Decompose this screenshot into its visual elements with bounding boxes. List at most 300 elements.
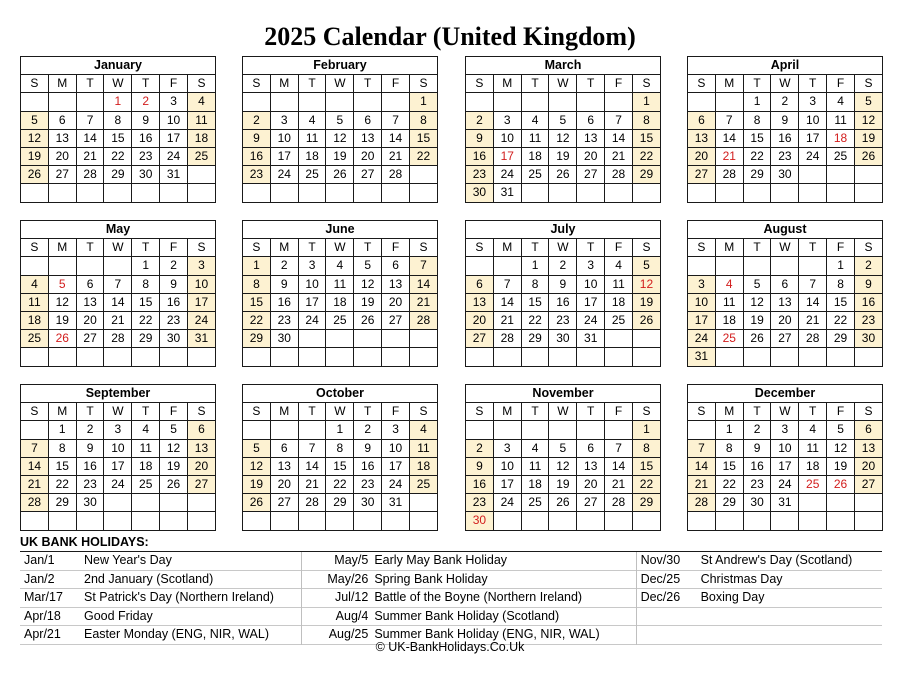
empty-day-cell xyxy=(76,257,104,275)
page-title: 2025 Calendar (United Kingdom) xyxy=(264,22,636,51)
empty-day-cell xyxy=(132,184,160,202)
day-cell: 7 xyxy=(493,275,521,293)
weekday-header: M xyxy=(715,75,743,93)
weekday-header: M xyxy=(270,239,298,257)
weekday-header: F xyxy=(605,239,633,257)
day-cell: 19 xyxy=(243,475,271,493)
holiday-day-cell: 4 xyxy=(715,275,743,293)
day-cell: 31 xyxy=(493,184,521,202)
holiday-day-cell: 17 xyxy=(493,147,521,165)
day-cell: 27 xyxy=(854,475,882,493)
day-cell: 24 xyxy=(382,475,410,493)
day-cell: 15 xyxy=(132,293,160,311)
day-cell: 23 xyxy=(76,475,104,493)
empty-day-cell xyxy=(104,512,132,530)
holiday-date: Dec/25 xyxy=(640,571,681,586)
empty-day-cell xyxy=(132,348,160,366)
day-cell: 1 xyxy=(632,421,660,439)
day-cell: 7 xyxy=(799,275,827,293)
empty-day-cell xyxy=(715,348,743,366)
empty-day-cell xyxy=(298,421,326,439)
day-cell: 16 xyxy=(160,293,188,311)
day-cell: 21 xyxy=(382,147,410,165)
day-cell: 29 xyxy=(521,330,549,348)
day-cell: 23 xyxy=(243,166,271,184)
empty-day-cell xyxy=(521,93,549,111)
day-cell: 7 xyxy=(76,111,104,129)
holiday-date xyxy=(637,608,701,626)
day-cell: 28 xyxy=(688,494,716,512)
weekday-header: W xyxy=(549,75,577,93)
day-cell: 12 xyxy=(326,129,354,147)
day-cell: 29 xyxy=(243,330,271,348)
day-cell: 16 xyxy=(743,457,771,475)
day-cell: 7 xyxy=(715,111,743,129)
day-cell: 19 xyxy=(549,475,577,493)
weekday-header: F xyxy=(382,75,410,93)
holiday-name: Spring Bank Holiday xyxy=(374,571,488,586)
weekday-header: S xyxy=(21,403,49,421)
empty-day-cell xyxy=(688,512,716,530)
empty-day-cell xyxy=(354,512,382,530)
day-cell: 14 xyxy=(799,293,827,311)
holiday-date: Apr/18 xyxy=(24,608,61,623)
holiday-date: Jul/12 xyxy=(334,590,369,604)
empty-day-cell xyxy=(799,494,827,512)
weekday-header: T xyxy=(799,75,827,93)
empty-day-cell xyxy=(827,184,855,202)
day-cell: 10 xyxy=(187,275,215,293)
day-cell: 10 xyxy=(771,439,799,457)
month-name: January xyxy=(21,57,216,75)
empty-day-cell xyxy=(827,348,855,366)
holiday-date: May/26 xyxy=(327,571,369,586)
holiday-name: Summer Bank Holiday (ENG, NIR, WAL) xyxy=(374,627,600,641)
month-name: March xyxy=(466,57,661,75)
weekday-header: F xyxy=(160,239,188,257)
weekday-header: W xyxy=(326,403,354,421)
empty-day-cell xyxy=(771,184,799,202)
weekday-header: S xyxy=(409,75,437,93)
holiday-row xyxy=(302,589,635,608)
day-cell: 9 xyxy=(743,439,771,457)
empty-day-cell xyxy=(827,494,855,512)
holiday-column xyxy=(20,552,302,645)
weekday-header: W xyxy=(549,403,577,421)
day-cell: 20 xyxy=(270,475,298,493)
weekday-header: M xyxy=(493,75,521,93)
day-cell: 17 xyxy=(104,457,132,475)
day-cell: 3 xyxy=(799,93,827,111)
day-cell: 18 xyxy=(409,457,437,475)
day-cell: 11 xyxy=(132,439,160,457)
day-cell: 6 xyxy=(771,275,799,293)
day-cell: 3 xyxy=(577,257,605,275)
day-cell: 20 xyxy=(771,311,799,329)
weekday-header: T xyxy=(132,403,160,421)
day-cell: 6 xyxy=(466,275,494,293)
day-cell: 25 xyxy=(21,330,49,348)
day-cell: 8 xyxy=(743,111,771,129)
day-cell: 15 xyxy=(48,457,76,475)
day-cell: 20 xyxy=(48,147,76,165)
day-cell: 1 xyxy=(632,93,660,111)
day-cell: 2 xyxy=(160,257,188,275)
day-cell: 11 xyxy=(715,293,743,311)
day-cell: 9 xyxy=(160,275,188,293)
day-cell: 9 xyxy=(466,457,494,475)
empty-day-cell xyxy=(854,494,882,512)
day-cell: 24 xyxy=(160,147,188,165)
empty-day-cell xyxy=(854,348,882,366)
day-cell: 24 xyxy=(104,475,132,493)
empty-day-cell xyxy=(48,257,76,275)
day-cell: 6 xyxy=(187,421,215,439)
empty-day-cell xyxy=(605,348,633,366)
day-cell: 30 xyxy=(160,330,188,348)
holiday-row xyxy=(20,571,301,590)
weekday-header: M xyxy=(48,75,76,93)
empty-day-cell xyxy=(48,184,76,202)
day-cell: 28 xyxy=(493,330,521,348)
day-cell: 12 xyxy=(160,439,188,457)
day-cell: 16 xyxy=(132,129,160,147)
weekday-header: F xyxy=(605,75,633,93)
empty-day-cell xyxy=(688,421,716,439)
day-cell: 28 xyxy=(298,494,326,512)
holiday-name: 2nd January (Scotland) xyxy=(84,571,214,586)
empty-day-cell xyxy=(326,184,354,202)
empty-day-cell xyxy=(409,166,437,184)
day-cell: 25 xyxy=(298,166,326,184)
bank-holidays-section xyxy=(20,534,882,645)
day-cell: 15 xyxy=(715,457,743,475)
weekday-header: T xyxy=(298,403,326,421)
day-cell: 20 xyxy=(854,457,882,475)
day-cell: 5 xyxy=(354,257,382,275)
bank-holidays-list xyxy=(20,552,882,645)
day-cell: 10 xyxy=(160,111,188,129)
month-name: October xyxy=(243,385,438,403)
empty-day-cell xyxy=(466,257,494,275)
day-cell: 3 xyxy=(298,257,326,275)
day-cell: 7 xyxy=(382,111,410,129)
day-cell: 18 xyxy=(521,147,549,165)
day-cell: 28 xyxy=(21,494,49,512)
day-cell: 14 xyxy=(605,129,633,147)
empty-day-cell xyxy=(187,348,215,366)
day-cell: 8 xyxy=(827,275,855,293)
day-cell: 27 xyxy=(270,494,298,512)
day-cell: 21 xyxy=(493,311,521,329)
day-cell: 13 xyxy=(577,457,605,475)
day-cell: 4 xyxy=(799,421,827,439)
day-cell: 10 xyxy=(493,457,521,475)
day-cell: 8 xyxy=(632,111,660,129)
day-cell: 17 xyxy=(382,457,410,475)
weekday-header: T xyxy=(577,239,605,257)
day-cell: 17 xyxy=(493,475,521,493)
weekday-header: W xyxy=(326,75,354,93)
day-cell: 2 xyxy=(76,421,104,439)
day-cell: 12 xyxy=(743,293,771,311)
day-cell: 16 xyxy=(243,147,271,165)
weekday-header: W xyxy=(771,75,799,93)
empty-day-cell xyxy=(799,166,827,184)
day-cell: 16 xyxy=(354,457,382,475)
day-cell: 5 xyxy=(243,439,271,457)
empty-day-cell xyxy=(21,257,49,275)
weekday-header: T xyxy=(298,239,326,257)
day-cell: 20 xyxy=(187,457,215,475)
weekday-header: S xyxy=(243,403,271,421)
weekday-header: F xyxy=(382,403,410,421)
holiday-date: Jan/1 xyxy=(24,553,55,567)
day-cell: 22 xyxy=(132,311,160,329)
day-cell: 13 xyxy=(771,293,799,311)
weekday-header: W xyxy=(104,239,132,257)
day-cell: 17 xyxy=(688,311,716,329)
day-cell: 8 xyxy=(409,111,437,129)
weekday-header: S xyxy=(688,239,716,257)
empty-day-cell xyxy=(104,257,132,275)
weekday-header: T xyxy=(521,403,549,421)
empty-day-cell xyxy=(187,184,215,202)
holiday-name: Easter Monday (ENG, NIR, WAL) xyxy=(84,627,269,641)
weekday-header: M xyxy=(48,239,76,257)
empty-day-cell xyxy=(521,184,549,202)
empty-day-cell xyxy=(549,184,577,202)
empty-day-cell xyxy=(270,348,298,366)
day-cell: 20 xyxy=(577,475,605,493)
weekday-header: S xyxy=(187,239,215,257)
weekday-header: T xyxy=(76,75,104,93)
day-cell: 14 xyxy=(382,129,410,147)
day-cell: 15 xyxy=(326,457,354,475)
empty-day-cell xyxy=(521,421,549,439)
weekday-header: M xyxy=(48,403,76,421)
empty-day-cell xyxy=(521,348,549,366)
empty-day-cell xyxy=(382,184,410,202)
day-cell: 18 xyxy=(715,311,743,329)
weekday-header: T xyxy=(354,75,382,93)
day-cell: 30 xyxy=(771,166,799,184)
day-cell: 7 xyxy=(298,439,326,457)
holiday-name: Battle of the Boyne (Northern Ireland) xyxy=(374,590,583,604)
weekday-header: M xyxy=(715,403,743,421)
empty-day-cell xyxy=(21,512,49,530)
weekday-header: F xyxy=(382,239,410,257)
day-cell: 29 xyxy=(48,494,76,512)
day-cell: 29 xyxy=(632,166,660,184)
day-cell: 26 xyxy=(160,475,188,493)
holiday-name: St Patrick's Day (Northern Ireland) xyxy=(84,590,274,604)
empty-day-cell xyxy=(632,184,660,202)
weekday-header: S xyxy=(21,75,49,93)
day-cell: 31 xyxy=(187,330,215,348)
month-march xyxy=(465,56,661,203)
day-cell: 24 xyxy=(493,166,521,184)
day-cell: 8 xyxy=(632,439,660,457)
empty-day-cell xyxy=(21,184,49,202)
empty-day-cell xyxy=(21,93,49,111)
footer-credit: © UK-BankHolidays.Co.Uk xyxy=(375,640,525,654)
holiday-name: St Andrew's Day (Scotland) xyxy=(700,553,853,567)
day-cell: 18 xyxy=(132,457,160,475)
holiday-day-cell: 26 xyxy=(48,330,76,348)
day-cell: 5 xyxy=(549,111,577,129)
day-cell: 9 xyxy=(354,439,382,457)
day-cell: 18 xyxy=(799,457,827,475)
weekday-header: T xyxy=(354,239,382,257)
day-cell: 11 xyxy=(521,457,549,475)
empty-day-cell xyxy=(104,348,132,366)
empty-day-cell xyxy=(605,93,633,111)
day-cell: 23 xyxy=(466,166,494,184)
month-name: September xyxy=(21,385,216,403)
day-cell: 9 xyxy=(270,275,298,293)
weekday-header: T xyxy=(521,75,549,93)
day-cell: 8 xyxy=(243,275,271,293)
day-cell: 8 xyxy=(104,111,132,129)
day-cell: 27 xyxy=(48,166,76,184)
day-cell: 13 xyxy=(48,129,76,147)
empty-day-cell xyxy=(132,512,160,530)
day-cell: 22 xyxy=(104,147,132,165)
weekday-header: T xyxy=(743,403,771,421)
day-cell: 25 xyxy=(132,475,160,493)
day-cell: 17 xyxy=(270,147,298,165)
empty-day-cell xyxy=(48,512,76,530)
empty-day-cell xyxy=(354,93,382,111)
day-cell: 2 xyxy=(243,111,271,129)
day-cell: 22 xyxy=(827,311,855,329)
month-december xyxy=(687,384,883,531)
day-cell: 5 xyxy=(827,421,855,439)
holiday-day-cell: 21 xyxy=(715,147,743,165)
empty-day-cell xyxy=(160,348,188,366)
day-cell: 30 xyxy=(132,166,160,184)
day-cell: 3 xyxy=(493,439,521,457)
empty-day-cell xyxy=(715,184,743,202)
weekday-header: S xyxy=(632,239,660,257)
holiday-row xyxy=(637,552,882,571)
day-cell: 6 xyxy=(577,439,605,457)
day-cell: 15 xyxy=(632,457,660,475)
day-cell: 29 xyxy=(104,166,132,184)
day-cell: 8 xyxy=(521,275,549,293)
day-cell: 13 xyxy=(76,293,104,311)
day-cell: 3 xyxy=(270,111,298,129)
day-cell: 13 xyxy=(854,439,882,457)
day-cell: 23 xyxy=(549,311,577,329)
day-cell: 17 xyxy=(298,293,326,311)
day-cell: 14 xyxy=(104,293,132,311)
day-cell: 23 xyxy=(354,475,382,493)
empty-day-cell xyxy=(799,184,827,202)
day-cell: 16 xyxy=(549,293,577,311)
day-cell: 28 xyxy=(409,311,437,329)
day-cell: 24 xyxy=(799,147,827,165)
day-cell: 15 xyxy=(409,129,437,147)
holiday-day-cell: 5 xyxy=(48,275,76,293)
holiday-day-cell: 25 xyxy=(799,475,827,493)
empty-day-cell xyxy=(771,348,799,366)
day-cell: 3 xyxy=(493,111,521,129)
empty-day-cell xyxy=(743,257,771,275)
day-cell: 17 xyxy=(187,293,215,311)
day-cell: 12 xyxy=(854,111,882,129)
weekday-header: S xyxy=(409,403,437,421)
day-cell: 29 xyxy=(827,330,855,348)
day-cell: 22 xyxy=(409,147,437,165)
weekday-header: M xyxy=(493,403,521,421)
day-cell: 6 xyxy=(76,275,104,293)
holiday-name: Summer Bank Holiday (Scotland) xyxy=(374,608,560,623)
day-cell: 12 xyxy=(549,129,577,147)
day-cell: 8 xyxy=(132,275,160,293)
month-november xyxy=(465,384,661,531)
empty-day-cell xyxy=(605,330,633,348)
day-cell: 29 xyxy=(132,330,160,348)
month-may xyxy=(20,220,216,367)
day-cell: 13 xyxy=(187,439,215,457)
day-cell: 27 xyxy=(688,166,716,184)
weekday-header: F xyxy=(827,403,855,421)
day-cell: 4 xyxy=(521,111,549,129)
empty-day-cell xyxy=(270,421,298,439)
empty-day-cell xyxy=(466,93,494,111)
day-cell: 20 xyxy=(382,293,410,311)
weekday-header: T xyxy=(799,239,827,257)
day-cell: 28 xyxy=(104,330,132,348)
empty-day-cell xyxy=(48,348,76,366)
day-cell: 4 xyxy=(521,439,549,457)
day-cell: 12 xyxy=(549,457,577,475)
day-cell: 30 xyxy=(354,494,382,512)
empty-day-cell xyxy=(243,93,271,111)
day-cell: 21 xyxy=(298,475,326,493)
weekday-header: S xyxy=(854,75,882,93)
day-cell: 20 xyxy=(688,147,716,165)
month-october xyxy=(242,384,438,531)
day-cell: 25 xyxy=(326,311,354,329)
weekday-header: F xyxy=(160,75,188,93)
day-cell: 16 xyxy=(771,129,799,147)
weekday-header: W xyxy=(104,75,132,93)
weekday-header: S xyxy=(466,403,494,421)
empty-day-cell xyxy=(326,348,354,366)
holiday-row xyxy=(20,589,301,608)
day-cell: 4 xyxy=(21,275,49,293)
empty-day-cell xyxy=(354,330,382,348)
day-cell: 9 xyxy=(771,111,799,129)
day-cell: 10 xyxy=(298,275,326,293)
month-june xyxy=(242,220,438,367)
day-cell: 31 xyxy=(577,330,605,348)
empty-day-cell xyxy=(688,257,716,275)
day-cell: 6 xyxy=(48,111,76,129)
day-cell: 23 xyxy=(466,494,494,512)
holiday-day-cell: 30 xyxy=(466,512,494,530)
holiday-name: Boxing Day xyxy=(700,590,765,604)
day-cell: 1 xyxy=(48,421,76,439)
month-august xyxy=(687,220,883,367)
weekday-header: S xyxy=(409,239,437,257)
weekday-header: S xyxy=(243,75,271,93)
month-name: December xyxy=(688,385,883,403)
empty-day-cell xyxy=(466,421,494,439)
